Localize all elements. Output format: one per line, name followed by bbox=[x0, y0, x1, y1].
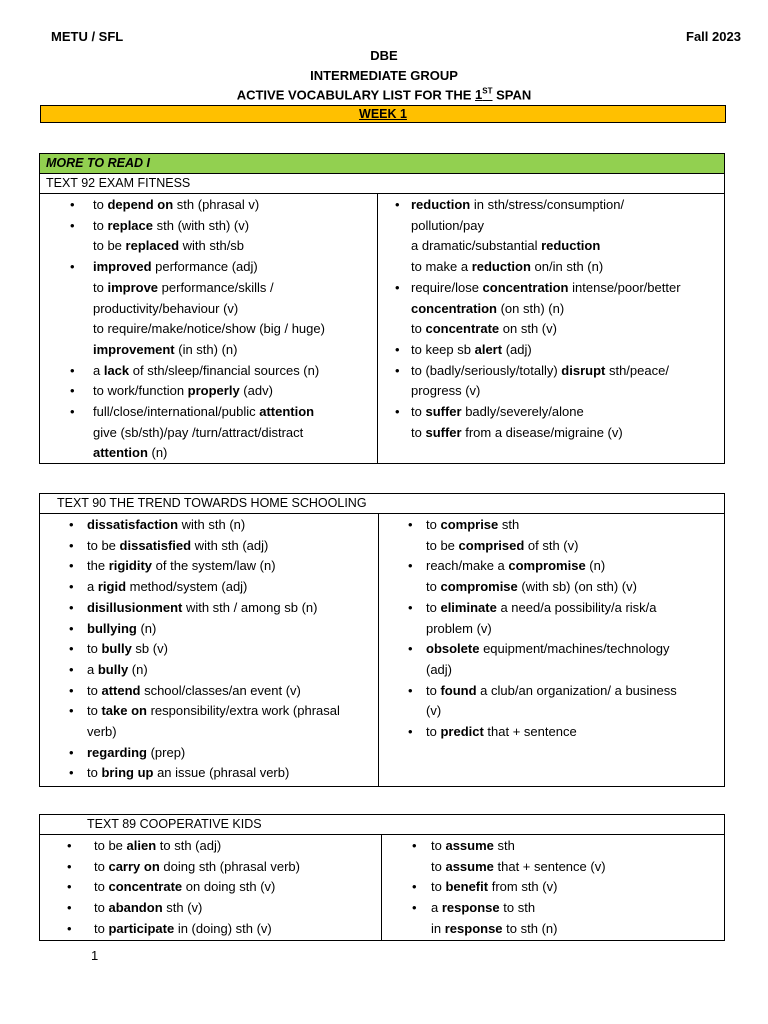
header-term: Fall 2023 bbox=[686, 29, 741, 44]
vocab-text: sb (v) bbox=[131, 641, 168, 657]
page-number: 1 bbox=[91, 948, 99, 963]
vocab-text: doing sth (phrasal verb) bbox=[159, 858, 300, 874]
vocab-text: (v) bbox=[426, 703, 442, 719]
vocab-keyword: improve bbox=[107, 279, 159, 295]
right-column bbox=[378, 514, 724, 786]
vocab-keyword: suffer bbox=[425, 404, 462, 420]
vocab-item bbox=[40, 660, 378, 681]
vocab-text: to keep sb bbox=[411, 341, 475, 357]
vocab-line bbox=[93, 216, 377, 237]
vocab-keyword: disrupt bbox=[561, 362, 606, 378]
vocab-line bbox=[93, 340, 377, 361]
vocab-line bbox=[411, 402, 724, 423]
vocab-text: to bbox=[87, 641, 102, 657]
vocab-text: progress (v) bbox=[411, 383, 481, 399]
vocab-item-continuation bbox=[378, 381, 724, 402]
vocab-item bbox=[382, 877, 724, 898]
vocab-item-continuation bbox=[40, 340, 377, 361]
vocab-text: a bbox=[93, 362, 104, 378]
vocab-item-continuation bbox=[379, 701, 724, 722]
vocab-text: sth (with sth) (v) bbox=[153, 217, 250, 233]
vocab-keyword: concentrate bbox=[425, 321, 500, 337]
vocab-item-continuation bbox=[379, 577, 724, 598]
vocab-text: (adj) bbox=[502, 341, 532, 357]
vocab-text: to sth (adj) bbox=[156, 838, 222, 853]
vocab-keyword: improvement bbox=[93, 341, 175, 357]
vocab-keyword: attend bbox=[101, 682, 141, 698]
vocab-line bbox=[431, 919, 724, 940]
vocab-text: a need/a possibility/a risk/a bbox=[496, 599, 657, 615]
vocab-text: (n) bbox=[147, 445, 168, 461]
vocab-text: from a disease/migraine (v) bbox=[461, 424, 623, 440]
vocab-text: to be bbox=[426, 537, 459, 553]
vocab-text: to bbox=[431, 838, 446, 853]
vocab-text: performance (adj) bbox=[151, 259, 258, 275]
vocab-line bbox=[411, 195, 724, 216]
vocab-line bbox=[87, 619, 378, 640]
vocab-line bbox=[93, 361, 377, 382]
vocab-line bbox=[87, 660, 378, 681]
vocab-line bbox=[426, 598, 724, 619]
vocab-text: to bbox=[426, 599, 441, 615]
vocab-item-continuation bbox=[378, 236, 724, 257]
title-number: 1 bbox=[475, 87, 483, 103]
vocab-item bbox=[40, 577, 378, 598]
vocab-item bbox=[40, 216, 377, 237]
vocab-text: productivity/behaviour (v) bbox=[93, 300, 239, 316]
vocab-keyword: alert bbox=[474, 341, 503, 357]
vocab-text: (prep) bbox=[146, 744, 186, 760]
vocab-item bbox=[40, 619, 378, 640]
vocab-item-continuation bbox=[40, 236, 377, 257]
vocab-line bbox=[94, 898, 381, 919]
vocab-text: from sth (v) bbox=[488, 879, 558, 895]
vocab-text: responsibility/extra work (phrasal bbox=[146, 703, 340, 719]
vocab-text: to sth bbox=[499, 900, 536, 916]
vocab-item-continuation bbox=[40, 443, 377, 464]
vocab-line bbox=[411, 340, 724, 361]
vocab-line bbox=[94, 919, 381, 940]
vocab-list bbox=[379, 515, 724, 743]
vocab-line bbox=[87, 536, 378, 557]
vocab-line bbox=[411, 278, 724, 299]
vocab-item-continuation bbox=[378, 257, 724, 278]
vocab-line bbox=[426, 660, 724, 681]
vocab-text: a dramatic/substantial bbox=[411, 238, 542, 254]
vocab-text: method/system (adj) bbox=[126, 579, 248, 595]
vocab-keyword: eliminate bbox=[440, 599, 497, 615]
vocab-text: to bbox=[411, 321, 426, 337]
vocab-keyword: compromise bbox=[440, 579, 518, 595]
vocab-text: with sth (n) bbox=[178, 517, 246, 532]
vocab-list bbox=[382, 836, 724, 940]
vocab-keyword: concentration bbox=[411, 300, 497, 316]
vocab-line bbox=[93, 423, 377, 444]
vocab-item bbox=[379, 556, 724, 577]
vocab-text: to bbox=[93, 279, 108, 295]
vocab-keyword: rigidity bbox=[108, 558, 153, 574]
vocab-item-continuation bbox=[40, 319, 377, 340]
vocab-item bbox=[378, 340, 724, 361]
vocab-item bbox=[40, 195, 377, 216]
vocab-keyword: improved bbox=[93, 259, 152, 275]
vocab-item bbox=[40, 836, 381, 857]
vocab-keyword: properly bbox=[187, 383, 240, 399]
vocab-item-continuation bbox=[40, 299, 377, 320]
vocab-keyword: replace bbox=[107, 217, 154, 233]
vocab-keyword: reduction bbox=[541, 238, 601, 254]
vocab-text: sth bbox=[493, 838, 515, 853]
vocab-item bbox=[40, 556, 378, 577]
vocab-line bbox=[411, 319, 724, 340]
header-group: INTERMEDIATE GROUP bbox=[310, 68, 458, 83]
vocab-text: pollution/pay bbox=[411, 217, 484, 233]
vocab-keyword: concentrate bbox=[108, 879, 183, 895]
vocab-item bbox=[378, 361, 724, 382]
vocab-text: to make a bbox=[411, 259, 472, 275]
vocab-line bbox=[93, 443, 377, 464]
vocab-keyword: carry on bbox=[108, 858, 160, 874]
vocab-list bbox=[40, 836, 381, 940]
vocab-item-continuation bbox=[378, 299, 724, 320]
vocab-line bbox=[426, 681, 724, 702]
vocab-keyword: response bbox=[441, 900, 500, 916]
vocab-text: to bbox=[94, 858, 109, 874]
vocab-text: (adj) bbox=[426, 661, 453, 677]
vocab-item bbox=[40, 536, 378, 557]
vocab-list bbox=[378, 195, 724, 443]
vocab-text: verb) bbox=[87, 724, 117, 740]
vocab-text: of the system/law (n) bbox=[152, 558, 276, 574]
vocab-line bbox=[87, 598, 378, 619]
header-institution: METU / SFL bbox=[51, 29, 124, 44]
vocab-text: a club/an organization/ a business bbox=[476, 682, 677, 698]
title-superscript: ST bbox=[482, 87, 493, 96]
vocab-line bbox=[426, 515, 724, 536]
vocab-item bbox=[40, 515, 378, 536]
vocab-line bbox=[87, 701, 378, 722]
vocab-text: to be bbox=[87, 537, 120, 553]
vocab-keyword: abandon bbox=[108, 900, 163, 916]
vocab-keyword: disillusionment bbox=[87, 599, 183, 615]
vocab-keyword: assume bbox=[445, 858, 494, 874]
vocab-keyword: dissatisfied bbox=[119, 537, 192, 553]
vocab-text: to be bbox=[93, 238, 126, 254]
vocab-keyword: concentration bbox=[482, 279, 569, 295]
vocab-keyword: attention bbox=[259, 404, 315, 420]
vocab-item bbox=[379, 722, 724, 743]
vocab-text: on sth (v) bbox=[499, 321, 557, 337]
vocab-list bbox=[40, 515, 378, 784]
vocab-text: give (sb/sth)/pay /turn/attract/distract bbox=[93, 424, 304, 440]
vocab-text: that + sentence (v) bbox=[493, 858, 606, 874]
vocab-line bbox=[94, 836, 381, 857]
vocab-line bbox=[426, 577, 724, 598]
vocab-line bbox=[94, 857, 381, 878]
vocab-item bbox=[40, 257, 377, 278]
vocab-item bbox=[378, 195, 724, 216]
vocab-item bbox=[379, 598, 724, 619]
vocab-keyword: compromise bbox=[508, 558, 586, 574]
vocab-keyword: lack bbox=[103, 362, 130, 378]
vocab-line bbox=[93, 257, 377, 278]
title-prefix: ACTIVE VOCABULARY LIST FOR THE bbox=[236, 87, 476, 103]
vocab-keyword: reduction bbox=[411, 197, 471, 212]
section-home-schooling bbox=[39, 493, 725, 787]
vocab-line bbox=[87, 515, 378, 536]
vocab-keyword: bully bbox=[97, 661, 129, 677]
vocab-text: equipment/machines/technology bbox=[479, 641, 670, 657]
vocab-keyword: comprised bbox=[458, 537, 525, 553]
vocab-line bbox=[411, 216, 724, 237]
vocab-keyword: benefit bbox=[445, 879, 489, 895]
vocab-line bbox=[431, 857, 724, 878]
vocab-text: to bbox=[87, 765, 102, 781]
more-to-read-banner: MORE TO READ I bbox=[40, 154, 724, 174]
vocab-item bbox=[378, 278, 724, 299]
vocab-keyword: dissatisfaction bbox=[87, 517, 179, 532]
vocab-item-continuation bbox=[379, 619, 724, 640]
vocab-line bbox=[426, 639, 724, 660]
vocab-item bbox=[40, 639, 378, 660]
section-title: TEXT 89 COOPERATIVE KIDS bbox=[40, 815, 724, 835]
vocab-item bbox=[40, 701, 378, 722]
right-column bbox=[381, 835, 724, 940]
section-exam-fitness bbox=[39, 153, 725, 464]
vocab-line bbox=[411, 423, 724, 444]
vocab-keyword: obsolete bbox=[426, 641, 480, 657]
section-title: TEXT 92 EXAM FITNESS bbox=[40, 174, 724, 194]
vocab-text: require/lose bbox=[411, 279, 483, 295]
vocab-keyword: predict bbox=[440, 724, 484, 740]
vocab-text: in bbox=[431, 920, 445, 936]
vocab-text: performance/skills / bbox=[158, 279, 274, 295]
vocab-line bbox=[87, 577, 378, 598]
vocab-line bbox=[93, 402, 377, 423]
vocab-item bbox=[40, 743, 378, 764]
vocab-item bbox=[379, 639, 724, 660]
vocab-item bbox=[378, 402, 724, 423]
vocab-text: sth (v) bbox=[162, 900, 203, 916]
vocab-text: of sth/sleep/financial sources (n) bbox=[129, 362, 320, 378]
vocab-item-continuation bbox=[40, 423, 377, 444]
vocab-text: to bbox=[94, 920, 109, 936]
vocab-line bbox=[431, 898, 724, 919]
vocab-text: (n) bbox=[128, 661, 148, 677]
vocab-line bbox=[93, 195, 377, 216]
vocab-text: to bbox=[431, 879, 446, 895]
vocab-item bbox=[40, 857, 381, 878]
vocab-text: badly/severely/alone bbox=[461, 404, 584, 420]
section-cooperative-kids bbox=[39, 814, 725, 941]
vocab-line bbox=[426, 619, 724, 640]
vocab-line bbox=[411, 257, 724, 278]
vocab-text: to bbox=[94, 900, 109, 916]
vocab-text: problem (v) bbox=[426, 620, 492, 636]
vocab-line bbox=[426, 536, 724, 557]
vocab-text: in (doing) sth (v) bbox=[174, 920, 272, 936]
vocab-keyword: reduction bbox=[471, 259, 531, 275]
vocab-item-continuation bbox=[382, 919, 724, 940]
vocab-text: sth (phrasal v) bbox=[173, 197, 260, 212]
vocab-item bbox=[40, 381, 377, 402]
vocab-text: (with sb) (on sth) (v) bbox=[517, 579, 637, 595]
vocab-text: (n) bbox=[136, 620, 157, 636]
vocab-text: to bbox=[426, 579, 441, 595]
vocab-line bbox=[93, 299, 377, 320]
vocab-text: that + sentence bbox=[483, 724, 577, 740]
vocab-text: sth/peace/ bbox=[605, 362, 669, 378]
vocab-item bbox=[379, 515, 724, 536]
vocab-line bbox=[87, 763, 378, 784]
page-title bbox=[0, 87, 768, 102]
vocab-text: (on sth) (n) bbox=[496, 300, 565, 316]
vocab-text: sth bbox=[498, 517, 520, 532]
vocab-list bbox=[40, 195, 377, 464]
left-column bbox=[40, 194, 377, 463]
right-column bbox=[377, 194, 724, 463]
vocab-text: (in sth) (n) bbox=[174, 341, 238, 357]
vocab-item bbox=[40, 877, 381, 898]
vocab-line bbox=[94, 877, 381, 898]
vocab-item-continuation bbox=[40, 278, 377, 299]
vocab-line bbox=[431, 836, 724, 857]
vocab-line bbox=[87, 556, 378, 577]
vocab-line bbox=[87, 681, 378, 702]
vocab-keyword: found bbox=[440, 682, 477, 698]
vocab-item bbox=[40, 681, 378, 702]
vocab-item bbox=[40, 402, 377, 423]
vocab-text: to bbox=[411, 424, 426, 440]
vocab-line bbox=[87, 743, 378, 764]
vocab-text: of sth (v) bbox=[524, 537, 579, 553]
vocab-text: in sth/stress/consumption/ bbox=[470, 197, 625, 212]
vocab-text: a bbox=[87, 661, 98, 677]
vocab-text: to bbox=[94, 879, 109, 895]
vocab-keyword: rigid bbox=[97, 579, 127, 595]
vocab-keyword: take on bbox=[101, 703, 147, 719]
vocab-text: with sth (adj) bbox=[191, 537, 269, 553]
vocab-text: with sth/sb bbox=[179, 238, 245, 254]
vocab-item-continuation bbox=[378, 216, 724, 237]
vocab-text: to bbox=[426, 724, 441, 740]
vocab-text: to bbox=[426, 517, 441, 532]
vocab-text: to (badly/seriously/totally) bbox=[411, 362, 562, 378]
vocab-line bbox=[426, 556, 724, 577]
vocab-item bbox=[40, 898, 381, 919]
vocab-text: on/in sth (n) bbox=[530, 259, 604, 275]
vocab-text: to bbox=[431, 858, 446, 874]
vocab-text: (adv) bbox=[239, 383, 273, 399]
vocab-keyword: bring up bbox=[101, 765, 154, 781]
vocab-text: to bbox=[93, 217, 108, 233]
vocab-line bbox=[411, 361, 724, 382]
vocab-line bbox=[87, 639, 378, 660]
vocab-text: full/close/international/public bbox=[93, 404, 260, 420]
vocab-text: to bbox=[426, 682, 441, 698]
vocab-item-continuation bbox=[378, 319, 724, 340]
vocab-text: to sth (n) bbox=[502, 920, 558, 936]
vocab-keyword: attention bbox=[93, 445, 148, 461]
vocab-text: (n) bbox=[585, 558, 606, 574]
vocab-keyword: bullying bbox=[87, 620, 137, 636]
vocab-line bbox=[411, 299, 724, 320]
vocab-item bbox=[40, 361, 377, 382]
vocab-item bbox=[40, 598, 378, 619]
section-title: TEXT 90 THE TREND TOWARDS HOME SCHOOLING bbox=[40, 494, 724, 514]
vocab-line bbox=[411, 381, 724, 402]
vocab-text: to bbox=[87, 703, 102, 719]
vocab-item bbox=[40, 919, 381, 940]
vocab-keyword: alien bbox=[126, 838, 157, 853]
vocab-line bbox=[93, 381, 377, 402]
vocab-text: a bbox=[87, 579, 98, 595]
vocab-text: a bbox=[431, 900, 442, 916]
left-column bbox=[40, 514, 378, 786]
vocab-keyword: comprise bbox=[440, 517, 499, 532]
vocab-item bbox=[382, 836, 724, 857]
vocab-keyword: response bbox=[444, 920, 503, 936]
vocab-text: to bbox=[411, 404, 426, 420]
vocab-keyword: depend on bbox=[107, 197, 174, 212]
vocab-line bbox=[431, 877, 724, 898]
vocab-item bbox=[40, 763, 378, 784]
vocab-keyword: suffer bbox=[425, 424, 462, 440]
vocab-text: with sth / among sb (n) bbox=[182, 599, 318, 615]
vocab-text: to require/make/notice/show (big / huge) bbox=[93, 321, 325, 337]
header-dept: DBE bbox=[370, 48, 398, 63]
vocab-text: to bbox=[93, 197, 108, 212]
vocab-item bbox=[382, 898, 724, 919]
vocab-item-continuation bbox=[379, 660, 724, 681]
title-span-number bbox=[475, 87, 492, 102]
vocab-line bbox=[93, 319, 377, 340]
vocab-keyword: regarding bbox=[87, 744, 147, 760]
title-suffix: SPAN bbox=[492, 87, 532, 103]
vocab-keyword: participate bbox=[108, 920, 175, 936]
left-column bbox=[40, 835, 381, 940]
vocab-keyword: assume bbox=[445, 838, 494, 853]
vocab-item-continuation bbox=[379, 536, 724, 557]
vocab-item-continuation bbox=[378, 423, 724, 444]
vocab-text: reach/make a bbox=[426, 558, 509, 574]
vocab-line bbox=[93, 236, 377, 257]
vocab-item-continuation bbox=[382, 857, 724, 878]
vocab-keyword: bully bbox=[101, 641, 132, 657]
vocab-item-continuation bbox=[40, 722, 378, 743]
vocab-text: intense/poor/better bbox=[568, 279, 681, 295]
vocab-line bbox=[93, 278, 377, 299]
vocab-line bbox=[87, 722, 378, 743]
vocab-line bbox=[426, 722, 724, 743]
vocab-text: to work/function bbox=[93, 383, 188, 399]
vocab-line bbox=[411, 236, 724, 257]
vocab-text: school/classes/an event (v) bbox=[140, 682, 301, 698]
vocab-text: on doing sth (v) bbox=[182, 879, 276, 895]
week-banner: WEEK 1 bbox=[40, 105, 726, 123]
vocab-line bbox=[426, 701, 724, 722]
vocab-text: the bbox=[87, 558, 109, 574]
vocab-item bbox=[379, 681, 724, 702]
vocab-text: to bbox=[87, 682, 102, 698]
vocab-keyword: replaced bbox=[125, 238, 180, 254]
vocab-text: to be bbox=[94, 838, 127, 853]
vocab-text: an issue (phrasal verb) bbox=[153, 765, 290, 781]
